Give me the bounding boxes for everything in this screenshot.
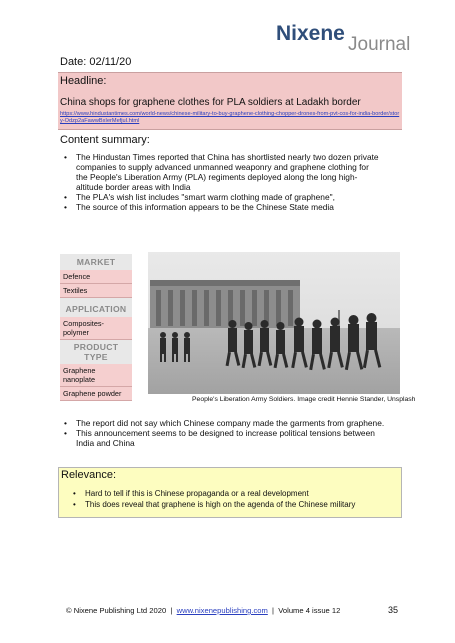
body-list [60, 418, 390, 448]
classification-sidebar [60, 254, 132, 401]
product-type-item: Graphene nanoplate [60, 364, 132, 387]
headline-box [58, 72, 402, 130]
footer [66, 606, 340, 615]
headline-title: China shops for graphene clothes for PLA soldiers at Ladakh border [60, 97, 361, 108]
content-summary-list [60, 152, 380, 212]
footer-separator: | [272, 606, 275, 615]
footer-website-link[interactable]: www.nixenepublishing.com [176, 606, 268, 615]
photo-caption: People's Liberation Army Soldiers. Image credit Hennie Stander, Unsplash [192, 396, 416, 403]
product-type-heading: PRODUCT TYPE [60, 340, 132, 364]
application-heading: APPLICATION [60, 298, 132, 317]
list-item: • Hard to tell if this is Chinese propaganda or a real development [69, 488, 399, 499]
list-item: • This announcement seems to be designed to increase political tensions between India and China [60, 428, 390, 448]
relevance-label: Relevance: [61, 469, 117, 481]
page-number: 35 [388, 605, 399, 615]
list-item: • The PLA's wish list includes "smart warm clothing made of graphene", [60, 192, 380, 202]
soldiers-photo [148, 252, 400, 394]
relevance-box [58, 467, 402, 518]
market-heading: MARKET [60, 254, 132, 270]
logo-text-journal: Journal [348, 34, 411, 55]
list-item: • The source of this information appears to be the Chinese State media [60, 202, 380, 212]
footer-copyright: © Nixene Publishing Ltd 2020 [66, 606, 167, 615]
product-type-item: Graphene powder [60, 387, 132, 401]
relevance-list [69, 488, 399, 510]
source-link[interactable]: https://www.hindustantimes.com/world-news/chinese-military-to-buy-graphene-clothing-chopper-drones-from-pvt-cos-for-india-border/story-Odzp2aFawwBxIerMefjuI.html [60, 111, 400, 124]
application-item: Composites-polymer [60, 317, 132, 340]
list-item: • This does reveal that graphene is high on the agenda of the Chinese military [69, 499, 399, 510]
market-item: Textiles [60, 284, 132, 298]
list-item: • The Hindustan Times reported that China has shortlisted nearly two dozen private companies to supply advanced unmanned weaponry and graphene clothing for the People's Liberation Army (PLA) regiments deployed along the long high-altitude border areas with India [60, 152, 380, 192]
logo-text-nixene: Nixene [276, 22, 345, 45]
content-summary-label: Content summary: [60, 134, 150, 146]
market-item: Defence [60, 270, 132, 284]
footer-separator: | [170, 606, 173, 615]
date-line: Date: 02/11/20 [60, 56, 132, 68]
headline-label: Headline: [60, 75, 107, 87]
footer-issue: Volume 4 issue 12 [278, 606, 341, 615]
journal-logo [260, 22, 410, 54]
list-item: • The report did not say which Chinese company made the garments from graphene. [60, 418, 390, 428]
